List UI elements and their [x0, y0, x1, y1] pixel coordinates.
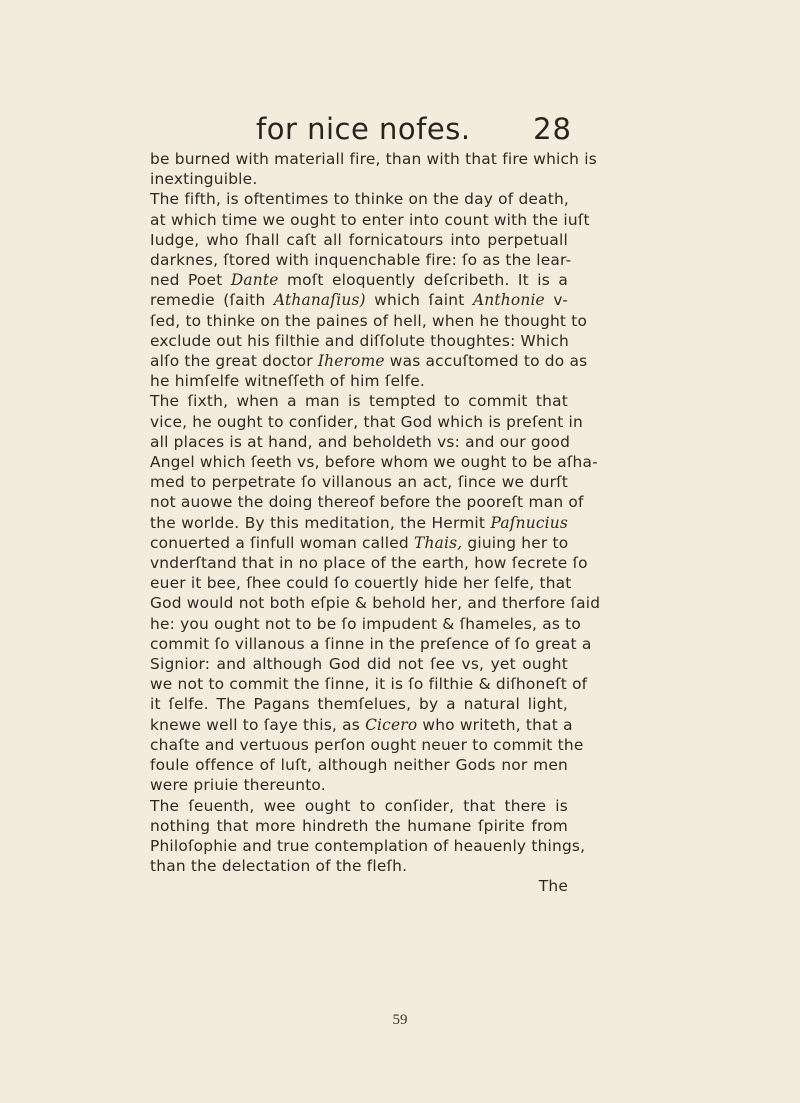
text-line: euer it bee, ſhee could ſo couertly hide her ſelfe, that	[150, 574, 572, 593]
italic-name: Paſnucius	[490, 513, 568, 532]
text-run: was accuſtomed to do as	[384, 352, 588, 371]
text-run: conuerted a ſinfull woman called	[150, 533, 414, 552]
text-line: inextinguible.	[150, 170, 258, 189]
text-line	[150, 715, 573, 735]
text-line: Signior: and although God did not ſee vs, yet ought	[150, 655, 568, 674]
text-line	[150, 270, 568, 290]
text-line	[150, 351, 588, 371]
text-line: it ſelfe. The Pagans themſelues, by a natural light,	[150, 695, 568, 714]
text-run: knewe well to ſaye this, as	[150, 715, 366, 734]
text-run: which ſaint	[365, 291, 473, 310]
text-run: v-	[544, 291, 568, 310]
italic-name: Thais,	[414, 533, 463, 552]
text-line: chaſte and vertuous perſon ought neuer to commit the	[150, 735, 584, 754]
text-line: The ſeuenth, wee ought to conſider, that there is	[150, 796, 568, 815]
italic-name: Athanaſius)	[273, 291, 366, 310]
text-line: vice, he ought to conſider, that God which is preſent in	[150, 412, 583, 431]
text-line: The ſixth, when a man is tempted to commit that	[150, 392, 568, 411]
text-line: Angel which ſeeth vs, before whom we ought to be aſha-	[150, 453, 598, 472]
text-run: ned Poet	[150, 271, 231, 290]
italic-name: Anthonie	[472, 291, 545, 310]
text-line: Philoſophie and true contemplation of heauenly things,	[150, 836, 586, 855]
text-line: med to perpetrate ſo villanous an act, ſince we durſt	[150, 473, 568, 492]
italic-name: Dante	[230, 271, 279, 290]
italic-name: Iherome	[317, 352, 385, 371]
page-number: 28	[533, 112, 572, 146]
text-line: The	[538, 877, 568, 896]
text-line: foule offence of luſt, although neither Gods nor men	[150, 756, 568, 775]
text-line: Iudge, who ſhall caſt all fornicatours into perpetuall	[150, 230, 568, 249]
text-line	[150, 290, 568, 310]
running-title: for nice nofes.	[256, 112, 471, 146]
text-line: than the delectation of the fleſh.	[150, 857, 408, 876]
text-line: at which time we ought to enter into count with the iuſt	[150, 210, 590, 229]
text-line: The fifth, is oftentimes to thinke on the day of death,	[150, 190, 570, 209]
text-line: he himſelfe witneſſeth of him ſelfe.	[150, 372, 425, 391]
text-line: all places is at hand, and beholdeth vs: and our good	[150, 432, 571, 451]
italic-name: Cicero	[365, 715, 418, 734]
text-line: exclude out his filthie and diſſolute thoughtes: Which	[150, 331, 570, 350]
text-run: moſt eloquently deſcribeth. It is a	[278, 271, 569, 290]
body-text	[150, 149, 601, 897]
text-run: the worlde. By this meditation, the Hermit	[150, 513, 491, 532]
text-line: he: you ought not to be ſo impudent & ſhameles, as to	[150, 614, 582, 633]
text-run: remedie (ſaith	[150, 291, 274, 310]
text-run: who writeth, that a	[417, 715, 573, 734]
folio-number: 59	[392, 1012, 408, 1028]
text-run: alſo the great doctor	[150, 352, 318, 371]
text-line: were priuie thereunto.	[150, 776, 326, 795]
text-line	[150, 513, 568, 533]
text-line: commit ſo villanous a ſinne in the preſence of ſo great a	[150, 634, 592, 653]
text-line: God would not both eſpie & behold her, and therfore ſaid	[150, 594, 601, 613]
text-line: ſed, to thinke on the paines of hell, when he thought to	[150, 311, 588, 330]
text-line: not auowe the doing thereof before the pooreſt man of	[150, 493, 584, 512]
text-line: darknes, ſtored with inquenchable fire: ſo as the lear-	[150, 251, 572, 270]
text-line: vnderſtand that in no place of the earth, how ſecrete ſo	[150, 554, 588, 573]
text-line: be burned with materiall fire, than with that fire which is	[150, 150, 597, 168]
text-line: nothing that more hindreth the humane ſpirite from	[150, 816, 568, 835]
text-line	[150, 533, 568, 553]
running-header	[256, 112, 572, 152]
text-line: we not to commit the ſinne, it is ſo filthie & diſhoneſt of	[150, 675, 588, 694]
text-run: giuing her to	[462, 533, 569, 552]
